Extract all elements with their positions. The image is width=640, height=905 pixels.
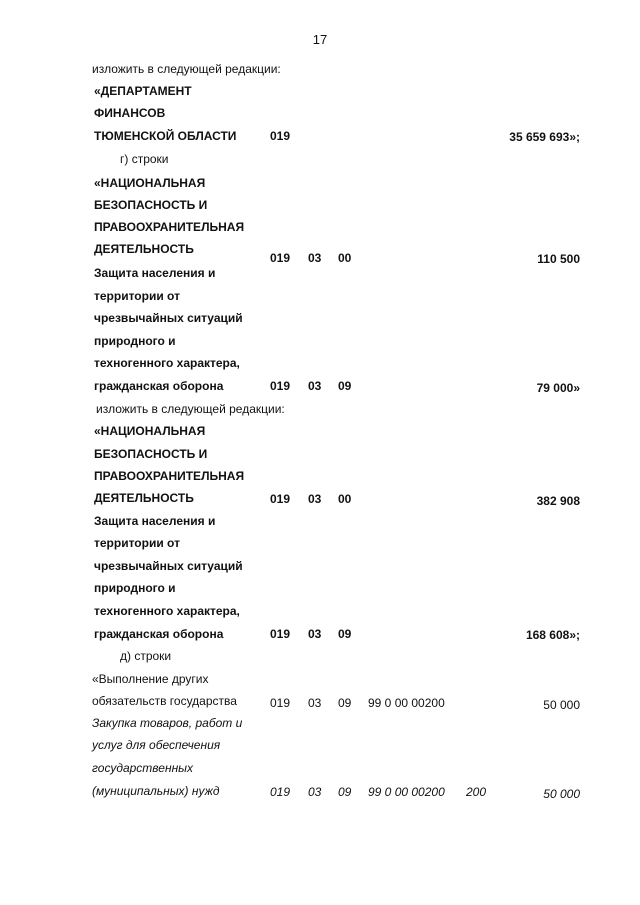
new-protect-line-2: территории от [94, 536, 180, 550]
new-nsec-section: 03 [308, 492, 322, 506]
new-protect-amount: 168 608»; [525, 628, 580, 642]
purchases-line-3: государственных [92, 761, 194, 775]
new-nsec-code: 019 [270, 492, 291, 506]
purchases-code: 019 [270, 785, 291, 799]
new-protect-section: 03 [308, 627, 322, 641]
old-protect-section: 03 [308, 379, 322, 393]
old-protect-line-6: гражданская оборона [94, 379, 224, 393]
old-protect-amount: 79 000» [536, 381, 580, 395]
obligations-target: 99 0 00 00200 [368, 696, 445, 710]
old-protect-line-2: территории от [94, 289, 180, 303]
purchases-subsection: 09 [338, 785, 352, 799]
old-nsec-line-1: «НАЦИОНАЛЬНАЯ [94, 176, 206, 190]
obligations-section: 03 [308, 696, 322, 710]
old-nsec-line-4: ДЕЯТЕЛЬНОСТЬ [94, 242, 194, 256]
purchases-section: 03 [308, 785, 322, 799]
new-protect-line-6: гражданская оборона [94, 627, 224, 641]
purchases-line-1: Закупка товаров, работ и [92, 716, 243, 730]
obligations-code: 019 [270, 696, 291, 710]
old-protect-line-4: природного и [94, 334, 176, 348]
page-number: 17 [312, 32, 328, 47]
new-nsec-line-1: «НАЦИОНАЛЬНАЯ [94, 424, 206, 438]
dept-name-line-1: «ДЕПАРТАМЕНТ [94, 84, 192, 98]
new-nsec-line-4: ДЕЯТЕЛЬНОСТЬ [94, 491, 194, 505]
old-protect-line-3: чрезвычайных ситуаций [94, 311, 243, 325]
purchases-target: 99 0 00 00200 [368, 785, 445, 799]
new-protect-line-5: техногенного характера, [94, 604, 240, 618]
old-nsec-code: 019 [270, 251, 291, 265]
new-nsec-line-2: БЕЗОПАСНОСТЬ И [94, 447, 208, 461]
old-protect-line-5: техногенного характера, [94, 356, 240, 370]
new-protect-line-1: Защита населения и [94, 514, 216, 528]
new-nsec-amount: 382 908 [536, 494, 580, 508]
new-protect-line-4: природного и [94, 581, 176, 595]
purchases-line-2: услуг для обеспечения [92, 738, 221, 752]
obligations-line-2: обязательств государства [92, 694, 237, 708]
old-protect-subsection: 09 [338, 379, 352, 393]
dept-code: 019 [270, 129, 291, 143]
obligations-line-1: «Выполнение других [92, 672, 209, 686]
old-nsec-section: 03 [308, 251, 322, 265]
new-protect-subsection: 09 [338, 627, 352, 641]
dept-name-line-3: ТЮМЕНСКОЙ ОБЛАСТИ [94, 129, 237, 143]
obligations-subsection: 09 [338, 696, 352, 710]
old-nsec-line-2: БЕЗОПАСНОСТЬ И [94, 198, 208, 212]
intro-text-1: изложить в следующей редакции: [92, 62, 281, 76]
item-d-label: д) строки [120, 649, 172, 663]
new-protect-code: 019 [270, 627, 291, 641]
intro-text-2: изложить в следующей редакции: [96, 402, 285, 416]
old-protect-code: 019 [270, 379, 291, 393]
new-protect-line-3: чрезвычайных ситуаций [94, 559, 243, 573]
purchases-line-4: (муниципальных) нужд [92, 784, 220, 798]
old-nsec-subsection: 00 [338, 251, 352, 265]
new-nsec-subsection: 00 [338, 492, 352, 506]
purchases-expense-type: 200 [466, 785, 487, 799]
dept-amount: 35 659 693»; [509, 130, 580, 144]
new-nsec-line-3: ПРАВООХРАНИТЕЛЬНАЯ [94, 469, 245, 483]
old-protect-line-1: Защита населения и [94, 266, 216, 280]
dept-name-line-2: ФИНАНСОВ [94, 106, 166, 120]
obligations-amount: 50 000 [543, 698, 580, 712]
old-nsec-line-3: ПРАВООХРАНИТЕЛЬНАЯ [94, 220, 245, 234]
item-g-label: г) строки [120, 152, 169, 166]
old-nsec-amount: 110 500 [537, 252, 580, 266]
purchases-amount: 50 000 [543, 787, 580, 801]
